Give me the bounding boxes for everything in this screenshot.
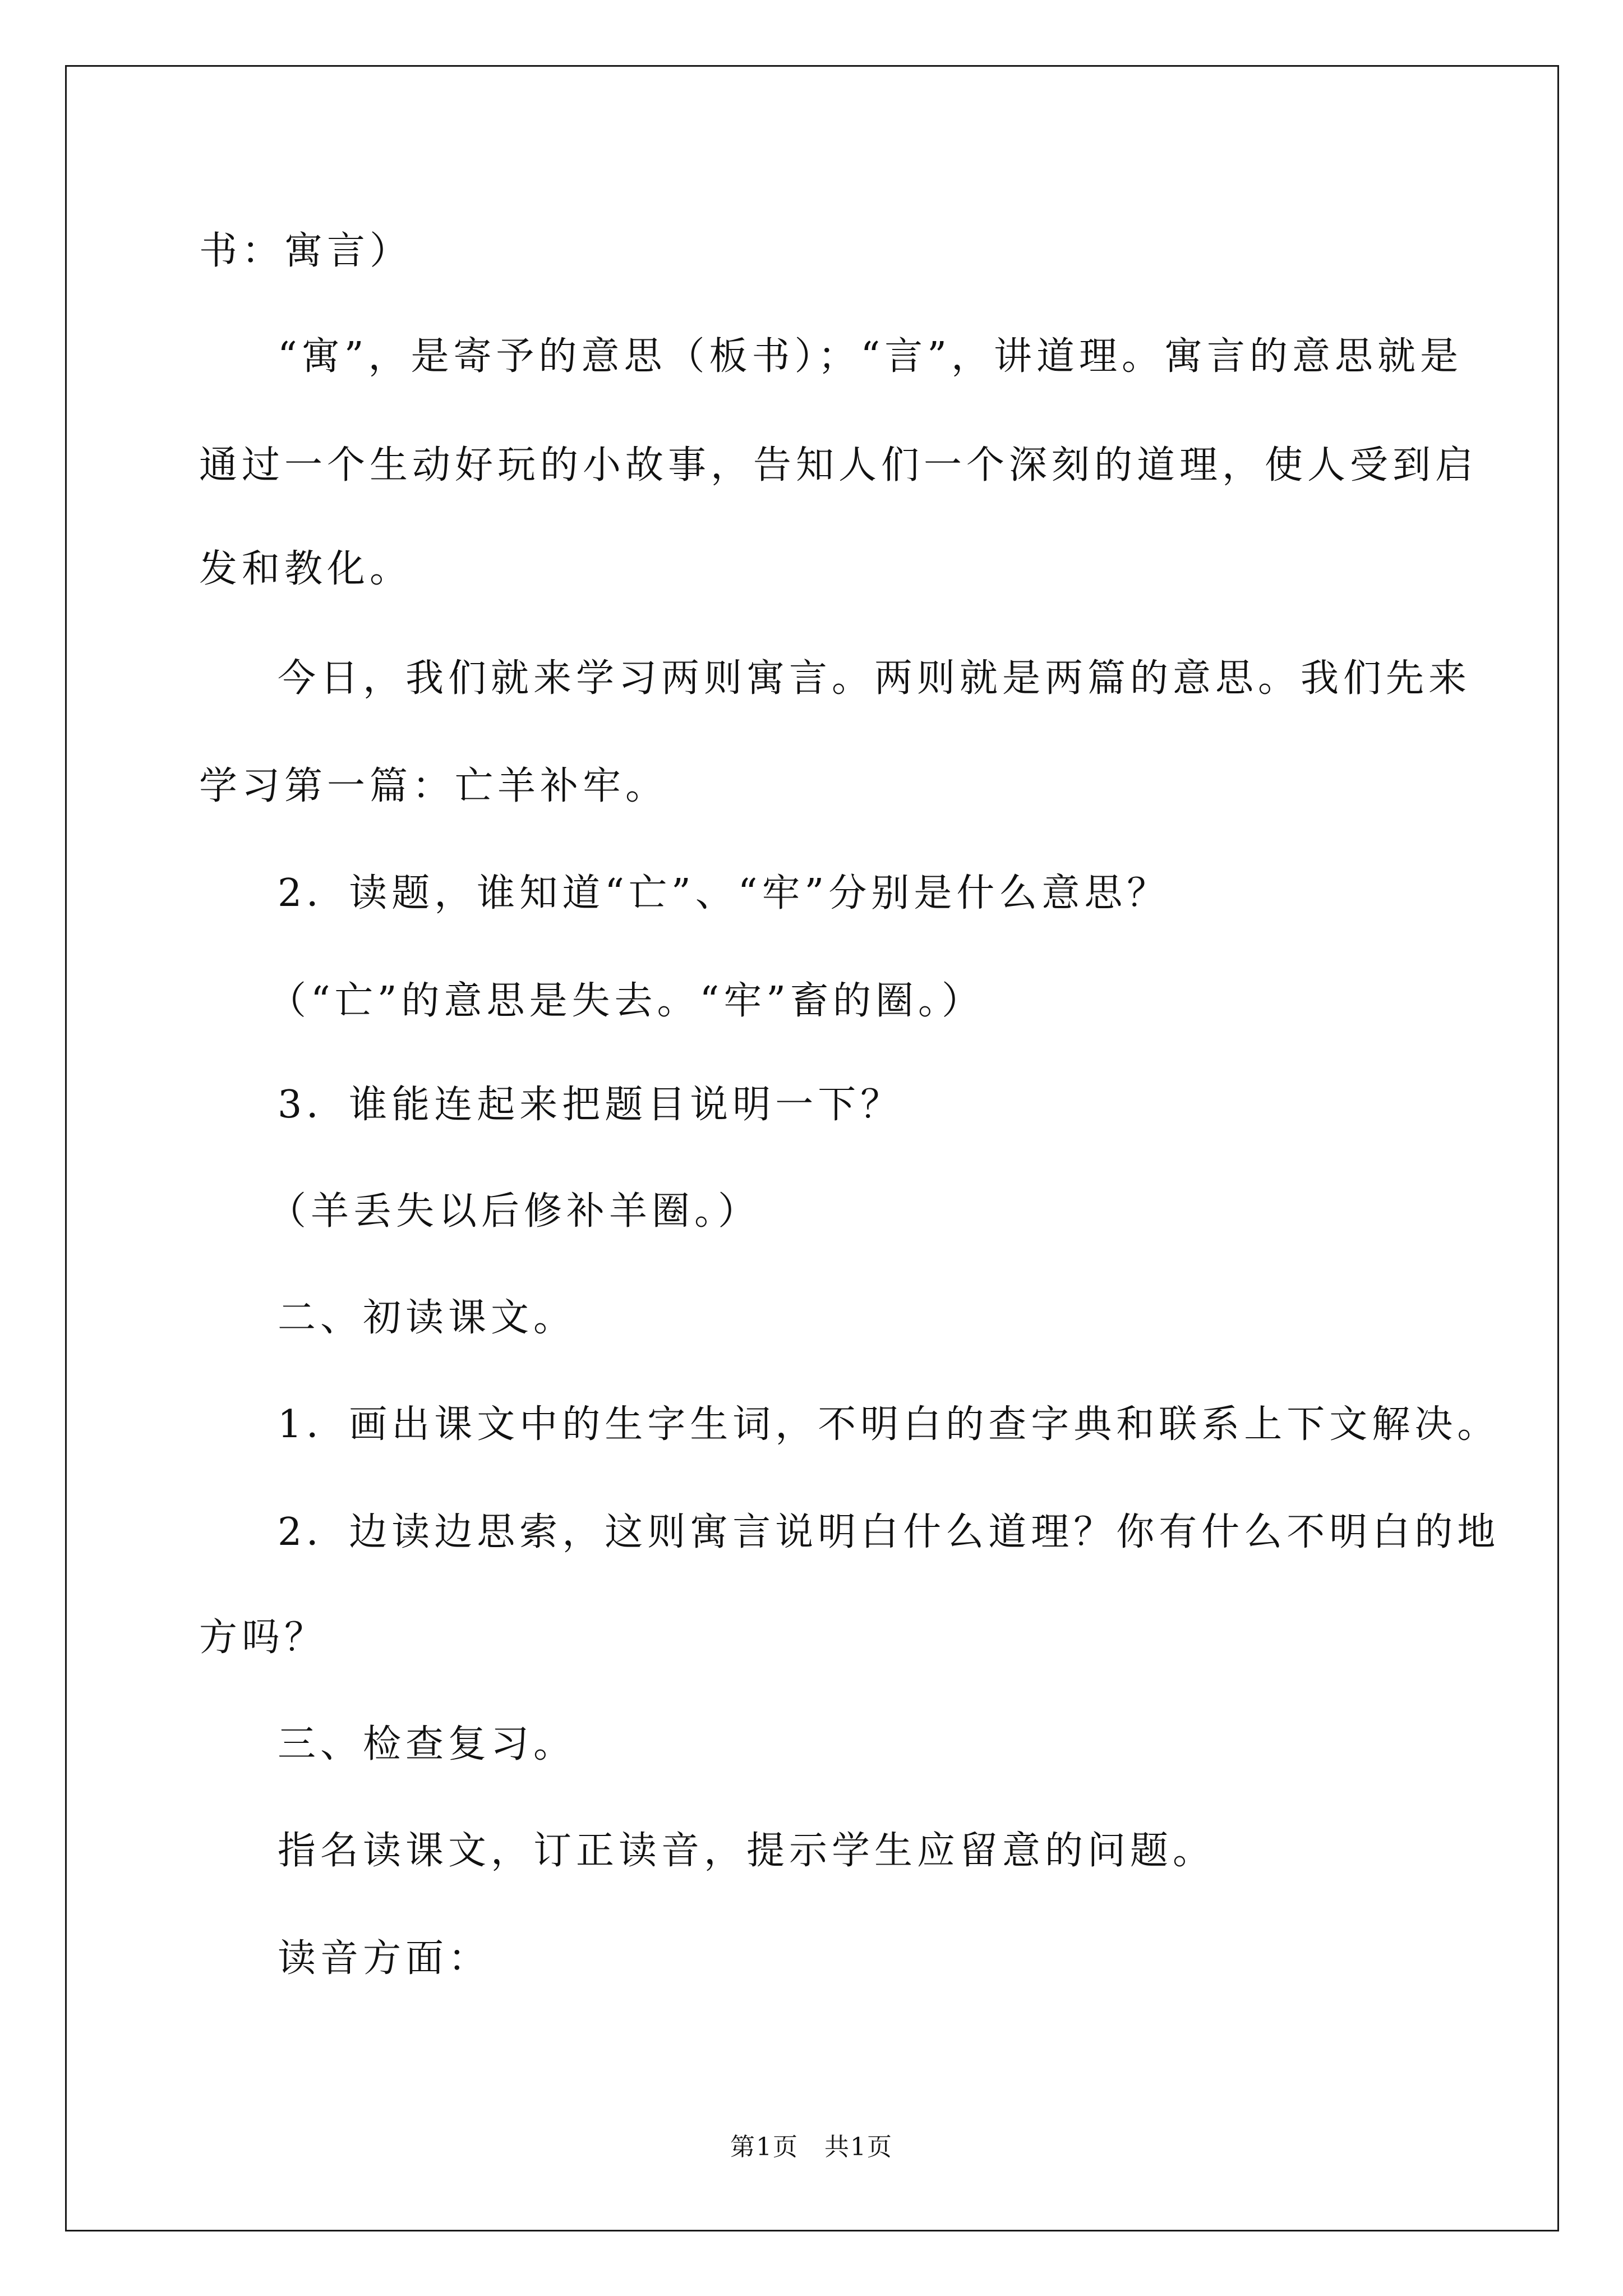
text-line-12: 1．画出课文中的生字生词，不明白的查字典和联系上下文解决。 (278, 1402, 1500, 1447)
text-line-7: 2．读题，谁知道“亡”、“牢”分别是什么意思？ (278, 871, 1170, 915)
text-line-8: （“亡”的意思是失去。“牢”畜的圈。） (268, 979, 985, 1023)
page-number-footer: 第1页 共1页 (730, 2133, 893, 2161)
text-line-9: 3．谁能连起来把题目说明一下？ (278, 1083, 903, 1127)
text-line-5: 今日，我们就来学习两则寓言。两则就是两篇的意思。我们先来 (278, 656, 1472, 701)
text-line-13: 2．边读边思索，这则寓言说明白什么道理？你有什么不明白的地 (278, 1510, 1500, 1554)
text-line-16: 指名读课文，订正读音，提示学生应留意的问题。 (278, 1829, 1216, 1873)
text-line-14: 方吗？ (199, 1616, 328, 1660)
text-line-10: （羊丢失以后修补羊圈。） (268, 1189, 761, 1234)
text-line-11: 二、初读课文。 (278, 1296, 577, 1340)
text-line-15: 三、检查复习。 (278, 1722, 577, 1766)
text-line-3: 通过一个生动好玩的小故事，告知人们一个深刻的道理，使人受到启 (199, 443, 1478, 487)
text-line-17: 读音方面： (278, 1936, 491, 1981)
page-border (65, 65, 1559, 2231)
text-line-4: 发和教化。 (199, 547, 413, 591)
text-line-2: “寓”，是寄予的意思（板书）；“言”，讲道理。寓言的意思就是 (278, 334, 1463, 379)
text-line-1: 书：寓言） (199, 229, 413, 273)
text-line-6: 学习第一篇：亡羊补牢。 (199, 764, 668, 808)
